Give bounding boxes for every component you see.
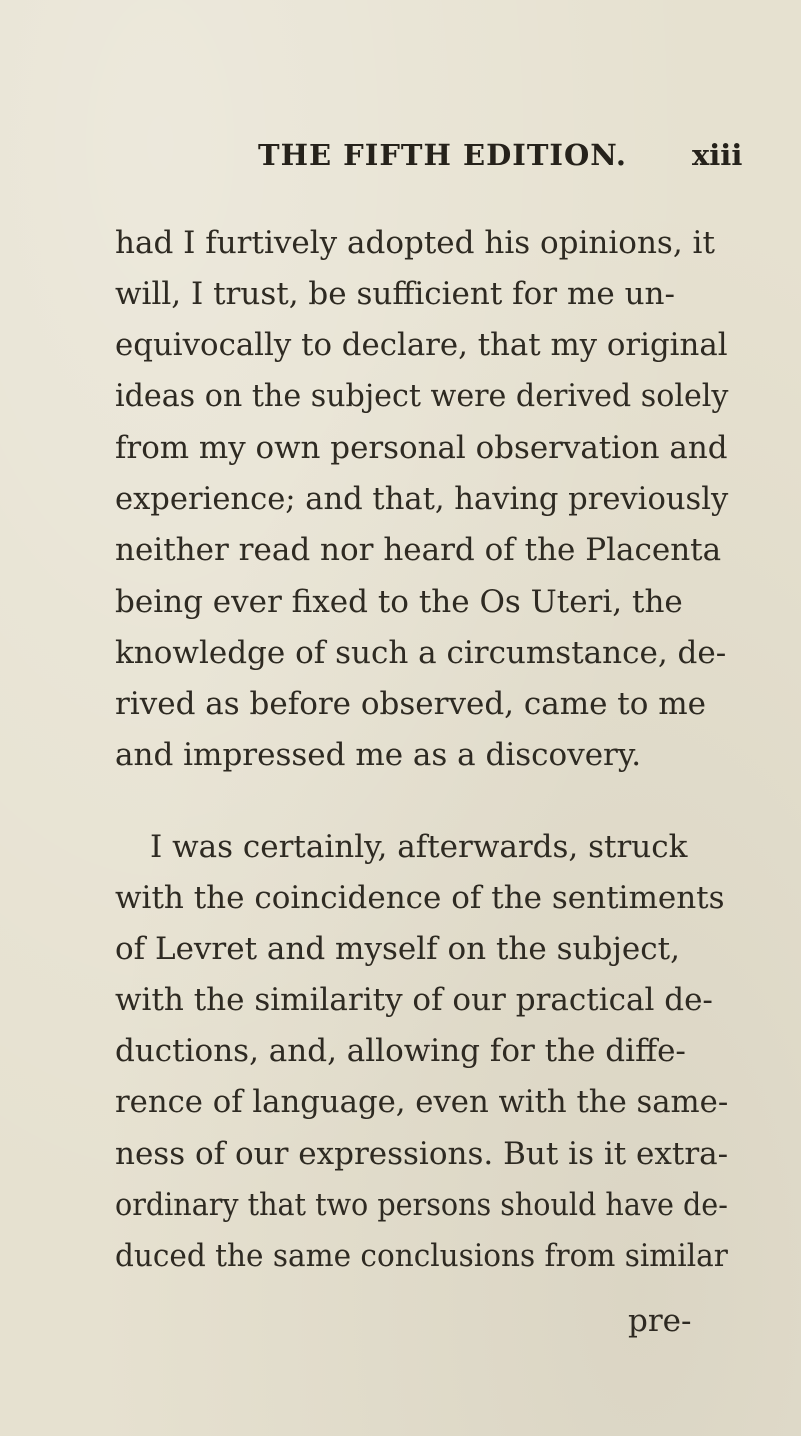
text-line: ness of our expressions. But is it extra- <box>115 1136 729 1172</box>
text-line: rence of language, even with the same- <box>115 1084 729 1120</box>
page-number: xiii <box>692 138 743 172</box>
text-line: ordinary that two persons should have de- <box>115 1187 728 1223</box>
catchword: pre- <box>628 1303 692 1339</box>
text-line: neither read nor heard of the Placenta <box>115 532 722 568</box>
text-line: being ever fixed to the Os Uteri, the <box>115 584 683 620</box>
text-line: ductions, and, allowing for the diffe- <box>115 1033 686 1069</box>
text-line: and impressed me as a discovery. <box>115 737 642 773</box>
text-line: with the coincidence of the sentiments <box>115 880 725 916</box>
page-header <box>0 138 801 178</box>
text-line: had I furtively adopted his opinions, it <box>115 225 715 261</box>
text-line: duced the same conclusions from similar <box>115 1238 728 1274</box>
running-head: THE FIFTH EDITION. <box>258 138 627 172</box>
text-line: knowledge of such a circumstance, de- <box>115 635 727 671</box>
text-line: from my own personal observation and <box>115 430 728 466</box>
text-line: of Levret and myself on the subject, <box>115 931 680 967</box>
text-line: experience; and that, having previously <box>115 481 729 517</box>
text-line: will, I trust, be sufficient for me un- <box>115 276 675 312</box>
text-line: equivocally to declare, that my original <box>115 327 728 363</box>
text-line: ideas on the subject were derived solely <box>115 378 729 414</box>
text-line: rived as before observed, came to me <box>115 686 707 722</box>
text-line: I was certainly, afterwards, struck <box>150 829 688 865</box>
text-line: with the similarity of our practical de- <box>115 982 713 1018</box>
